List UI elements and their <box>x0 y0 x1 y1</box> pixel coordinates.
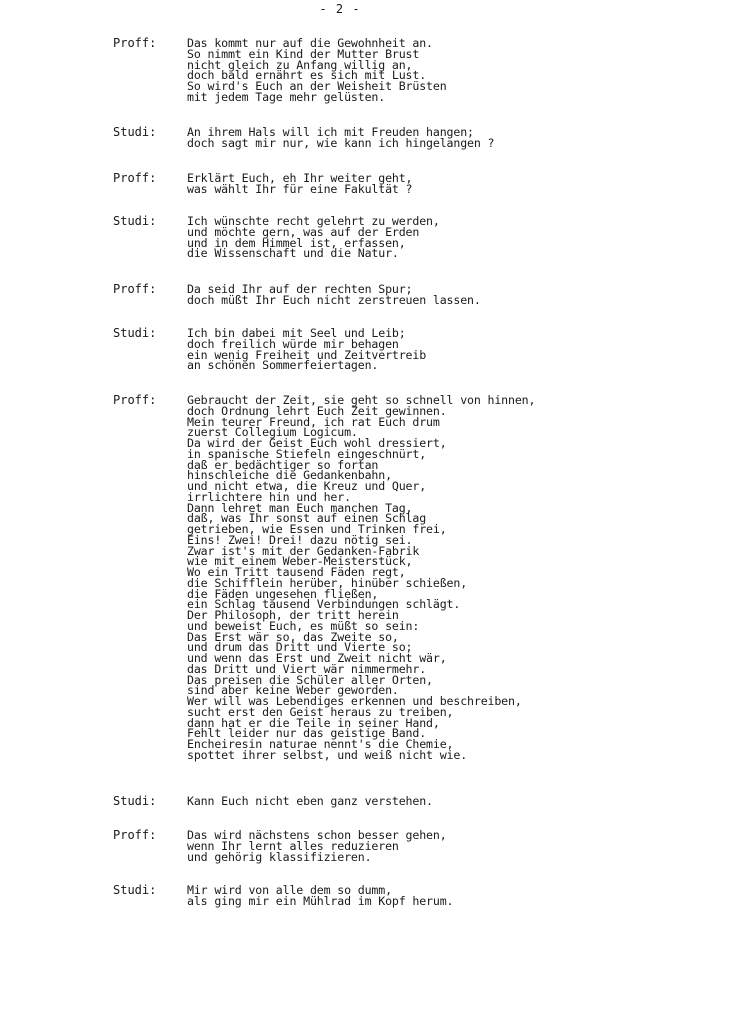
speaker-label: Studi: <box>113 326 157 340</box>
speaker-label: Proff: <box>113 171 157 185</box>
verse-line: und drum das Dritt und Vierte so; <box>187 640 413 655</box>
verse-line: Wo ein Tritt tausend Fäden regt, <box>187 565 406 579</box>
verse-line: die Schifflein herüber, hinüber schießen, <box>187 575 468 590</box>
verse-line: Das kommt nur auf die Gewohnheit an. <box>187 36 433 50</box>
verse-line: und beweist Euch, es müßt so sein: <box>187 618 420 633</box>
verse-line: Mir wird von alle dem so dumm, <box>187 883 392 897</box>
verse-line: die Wissenschaft und die Natur. <box>187 246 399 261</box>
verse-line: hinschleiche die Gedankenbahn, <box>187 468 392 483</box>
verse-line: sind aber keine Weber geworden. <box>187 683 399 698</box>
verse-line: Erklärt Euch, eh Ihr weiter geht, <box>187 171 413 185</box>
verse-line: doch sagt mir nur, wie kann ich hingelangen ? <box>187 135 495 150</box>
verse-line: ein wenig Freiheit und Zeitvertreib <box>187 347 427 362</box>
verse-line: getrieben, wie Essen und Trinken frei, <box>187 522 447 536</box>
verse-line: dann hat er die Teile in seiner Hand, <box>187 715 440 730</box>
verse-line: Mein teurer Freund, ich rat Euch drum <box>187 414 440 429</box>
verse-line: Dann lehret man Euch manchen Tag, <box>187 500 413 515</box>
verse-line: was wählt Ihr für eine Fakultät ? <box>187 181 413 196</box>
verse-line: Ich bin dabei mit Seel und Leib; <box>187 326 406 340</box>
verse-line: doch bald ernährt es sich mit Lust. <box>187 68 427 83</box>
verse-line: ein Schlag tausend Verbindungen schlägt. <box>187 597 461 612</box>
verse-line: Eins! Zwei! Drei! dazu nötig sei. <box>187 532 413 547</box>
verse-line: die Fäden ungesehen fließen, <box>187 586 379 601</box>
speaker-label: Studi: <box>113 125 157 139</box>
verse-line: und nicht etwa, die Kreuz und Quer, <box>187 479 427 493</box>
verse-lines <box>187 796 433 807</box>
verse-line: wie mit einem Weber-Meisterstück, <box>187 554 413 569</box>
verse-line: in spanische Stiefeln eingeschnürt, <box>187 446 427 461</box>
verse-line: zuerst Collegium Logicum. <box>187 425 358 440</box>
verse-lines <box>187 328 426 371</box>
verse-lines <box>187 127 494 149</box>
verse-line: Kann Euch nicht eben ganz verstehen. <box>187 794 433 808</box>
verse-line: spottet ihrer selbst, und weiß nicht wie. <box>187 747 468 762</box>
verse-line: So nimmt ein Kind der Mutter Brust <box>187 46 420 61</box>
verse-line: und in dem Himmel ist, erfassen, <box>187 235 406 250</box>
speaker-label: Proff: <box>113 828 157 842</box>
speaker-label: Proff: <box>113 282 157 296</box>
verse-line: So wird's Euch an der Weisheit Brüsten <box>187 79 447 93</box>
verse-line: und gehörig klassifizieren. <box>187 849 372 864</box>
page-number: - 2 - <box>319 2 361 16</box>
verse-line: Encheiresin naturae nennt's die Chemie, <box>187 737 454 751</box>
verse-line: irrlichtere hin und her. <box>187 489 351 504</box>
verse-line: Das Erst wär so, das Zweite so, <box>187 629 399 644</box>
verse-line: wenn Ihr lernt alles reduzieren <box>187 838 399 853</box>
verse-lines <box>187 173 412 195</box>
verse-line: nicht gleich zu Anfang willig an, <box>187 57 413 72</box>
verse-line: Das preisen die Schüler aller Orten, <box>187 672 433 687</box>
speaker-label: Proff: <box>113 36 157 50</box>
verse-lines <box>187 38 447 103</box>
speaker-label: Proff: <box>113 393 157 407</box>
verse-line: Der Philosoph, der tritt herein <box>187 608 399 622</box>
verse-line: sucht erst den Geist heraus zu treiben, <box>187 704 454 719</box>
verse-line: an schönen Sommerfeiertagen. <box>187 358 379 373</box>
speaker-label: Studi: <box>113 214 157 228</box>
speaker-label: Studi: <box>113 794 157 808</box>
verse-line: An ihrem Hals will ich mit Freuden hangen; <box>187 125 474 139</box>
verse-lines <box>187 395 535 761</box>
verse-line: Da seid Ihr auf der rechten Spur; <box>187 282 413 296</box>
verse-line: doch müßt Ihr Euch nicht zerstreuen lassen. <box>187 292 481 307</box>
verse-line: Wer will was Lebendiges erkennen und beschreiben, <box>187 694 522 708</box>
verse-lines <box>187 216 440 259</box>
verse-line: Fehlt leider nur das geistige Band. <box>187 726 427 741</box>
verse-line: als ging mir ein Mühlrad im Kopf herum. <box>187 893 454 908</box>
verse-line: Gebraucht der Zeit, sie geht so schnell von hinnen, <box>187 393 536 407</box>
verse-lines <box>187 284 481 306</box>
speaker-label: Studi: <box>113 883 157 897</box>
verse-line: mit jedem Tage mehr gelüsten. <box>187 89 386 104</box>
verse-line: Ich wünschte recht gelehrt zu werden, <box>187 214 440 228</box>
verse-lines <box>187 885 453 907</box>
verse-line: und wenn das Erst und Zweit nicht wär, <box>187 651 447 665</box>
verse-line: doch Ordnung lehrt Euch Zeit gewinnen. <box>187 403 447 418</box>
verse-lines <box>187 830 447 862</box>
verse-line: Da wird der Geist Euch wohl dressiert, <box>187 436 447 450</box>
verse-line: daß er bedächtiger so fortan <box>187 457 379 472</box>
verse-line: doch freilich würde mir behagen <box>187 336 399 351</box>
verse-line: das Dritt und Viert wär nimmermehr. <box>187 661 427 676</box>
verse-line: Das wird nächstens schon besser gehen, <box>187 828 447 842</box>
verse-line: Zwar ist's mit der Gedanken-Fabrik <box>187 543 420 558</box>
verse-line: und möchte gern, was auf der Erden <box>187 224 420 239</box>
verse-line: daß, was Ihr sonst auf einen Schlag <box>187 511 427 526</box>
